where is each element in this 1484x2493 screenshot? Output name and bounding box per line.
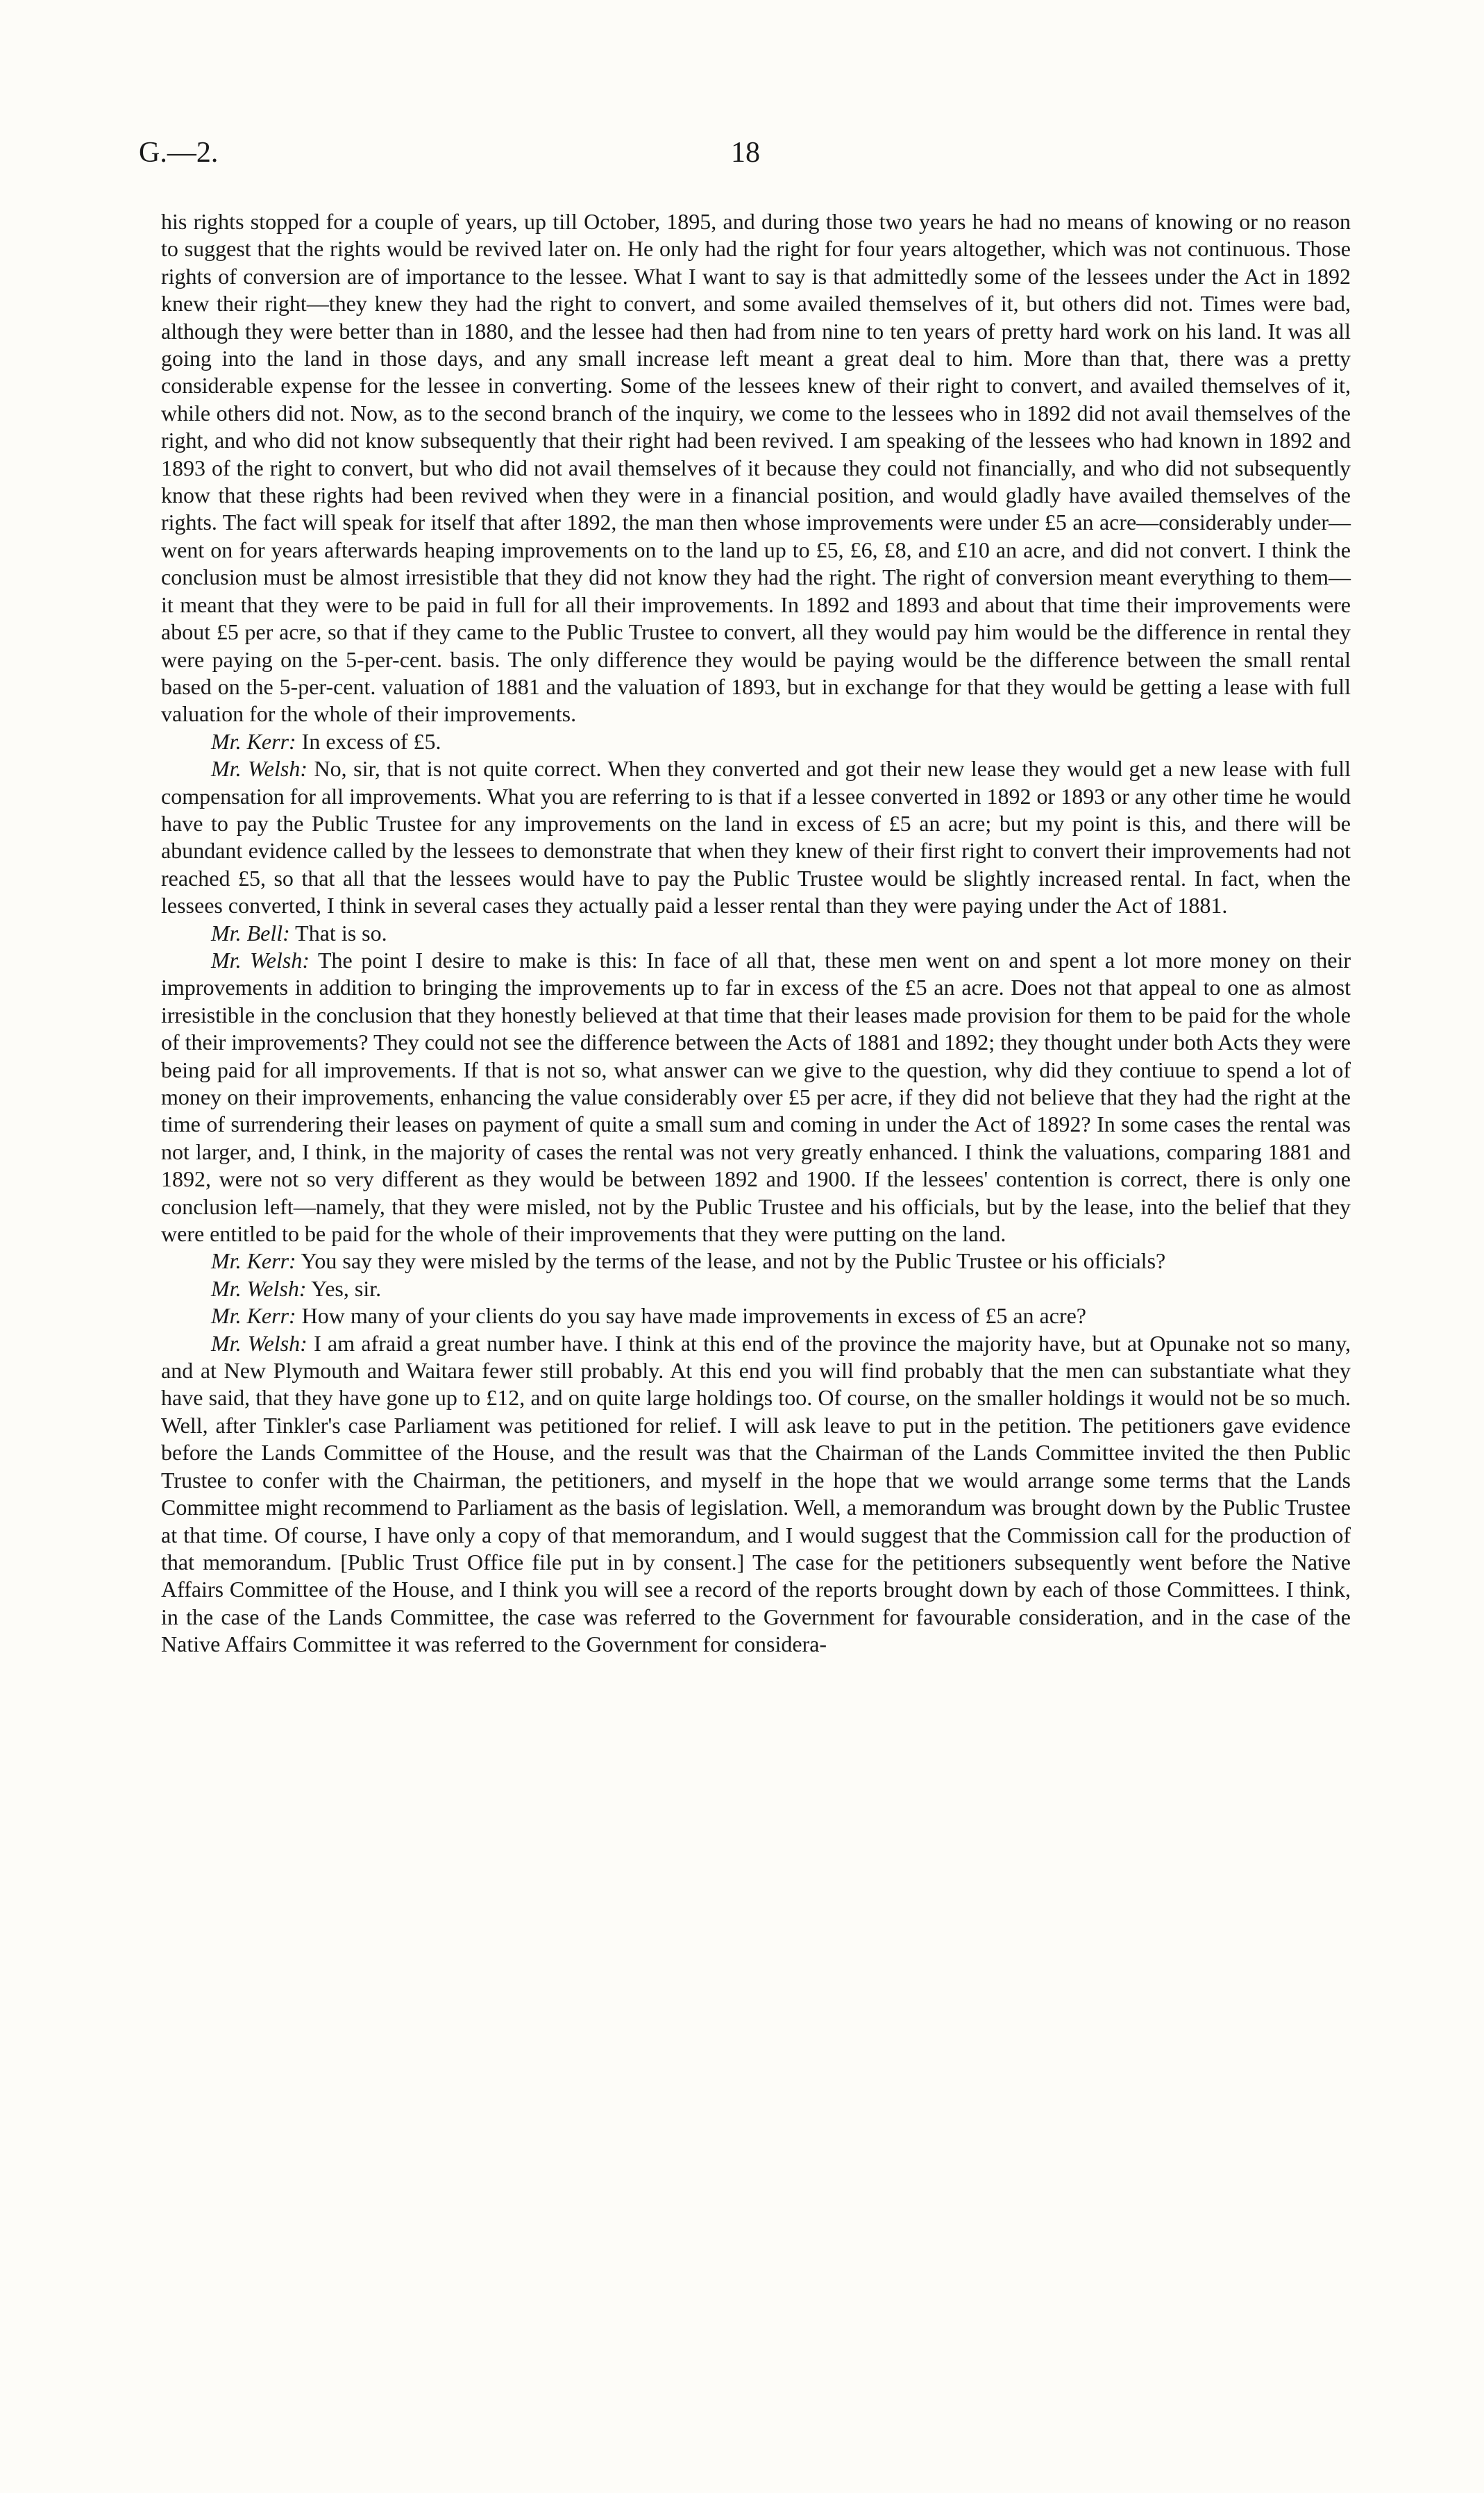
- paragraph: [161, 1275, 1351, 1302]
- paragraph: [161, 1248, 1351, 1275]
- paragraph: [161, 947, 1351, 1248]
- page-number: 18: [731, 137, 760, 169]
- speaker-name: Mr. Welsh:: [211, 947, 310, 973]
- speaker-name: Mr. Welsh:: [211, 1275, 307, 1301]
- page-header: [139, 136, 1352, 185]
- paragraph-text: No, sir, that is not quite correct. When they converted and got their new lease they would get a new lease with full compensation for all improvements. What you are referring to is that if a lessee converted in 1892 or 1893 or any other time he would have to pay the Public Trustee for any improvements on the land in excess of £5 an acre; but my point is this, and there will be abundant evidence called by the lessees to demonstrate that when they knew of their first right to convert their improvements had not reached £5, so that all that the lessees would have to pay the Public Trustee would be slightly increased rental. In fact, when the lessees converted, I think in several cases they actually paid a lesser rental than they were paying under the Act of 1881.: [161, 756, 1351, 918]
- paragraph-text: In excess of £5.: [301, 728, 441, 754]
- paragraph: [161, 755, 1351, 919]
- speaker-name: Mr. Welsh:: [211, 756, 308, 782]
- paragraph-text: Yes, sir.: [311, 1275, 382, 1301]
- speaker-name: Mr. Welsh:: [211, 1330, 307, 1356]
- paragraph: [161, 728, 1351, 755]
- paragraph: [161, 920, 1351, 947]
- paragraph-text: I am afraid a great number have. I think at this end of the province the majority have, but at Opunake not so many, and at New Plymouth and Waitara fewer still probably. At this end you will find probably that the men can substantiate what they have said, that they have gone up to £12, and on quite large holdings too. Of course, on the smaller holdings it would not be so much. Well, after Tinkler's case Parliament was petitioned for relief. I will ask leave to put in the petition. The petitioners gave evidence before the Lands Committee of the House, and the result was that the Chairman of the Lands Committee invited the then Public Trustee to confer with the Chairman, the petitioners, and myself in the hope that we would arrange some terms that the Lands Committee might recommend to Parliament as the basis of legislation. Well, a memorandum was brought down by the Public Trustee at that time. Of course, I have only a copy of that memorandum, and I would suggest that the Commission call for the production of that memorandum. [Public Trust Office file put in by consent.] The case for the petitioners subsequently went before the Native Affairs Committee of the House, and I think you will see a record of the reports brought down by each of those Committees. I think, in the case of the Lands Committee, the case was referred to the Government for favourable consideration, and in the case of the Native Affairs Committee it was referred to the Government for considera-: [161, 1330, 1351, 1657]
- paragraph-text: You say they were misled by the terms of the lease, and not by the Public Trustee or his officials?: [301, 1248, 1166, 1274]
- paragraph: [161, 1302, 1351, 1329]
- speaker-name: Mr. Kerr:: [211, 1248, 296, 1274]
- paragraph: [161, 1330, 1351, 1659]
- paragraph-text: That is so.: [295, 920, 387, 946]
- speaker-name: Mr. Kerr:: [211, 728, 296, 754]
- speaker-name: Mr. Bell:: [211, 920, 290, 946]
- paragraph-text: How many of your clients do you say have made improvements in excess of £5 an acre?: [301, 1303, 1086, 1329]
- paragraph-text: his rights stopped for a couple of years, up till October, 1895, and during those two years he had no means of knowing or no reason to suggest that the rights would be revived later on. He only had the right for four years altogether, which was not continuous. Those rights of conversion are of importance to the lessee. What I want to say is that admittedly some of the lessees under the Act in 1892 knew their right—they knew they had the right to convert, and some availed themselves of it, but others did not. Times were bad, although they were better than in 1880, and the lessee had then had from nine to ten years of pretty hard work on his land. It was all going into the land in those days, and any small increase left meant a great deal to him. More than that, there was a pretty considerable expense for the lessee in converting. Some of the lessees knew of their right to convert, and availed themselves of it, while others did not. Now, as to the second branch of the inquiry, we come to the lessees who in 1892 did not avail themselves of the right, and who did not know subsequently that their right had been revived. I am speaking of the lessees who had known in 1892 and 1893 of the right to convert, but who did not avail themselves of it because they could not financially, and who did not subsequently know that these rights had been revived when they were in a financial position, and would gladly have availed themselves of the rights. The fact will speak for itself that after 1892, the man then whose improvements were under £5 an acre—considerably under—went on for years afterwards heaping improvements on to the land up to £5, £6, £8, and £10 an acre, and did not convert. I think the conclusion must be almost irresistible that they did not know they had the right. The right of conversion meant everything to them—it meant that they were to be paid in full for all their improvements. In 1892 and 1893 and about that time their improvements were about £5 per acre, so that if they came to the Public Trustee to convert, all they would pay him would be the difference in rental they were paying on the 5-per-cent. basis. The only difference they would be paying would be the difference between the small rental based on the 5-per-cent. valuation of 1881 and the valuation of 1893, but in exchange for that they would be getting a lease with full valuation for the whole of their improvements.: [161, 209, 1351, 727]
- paragraph-text: The point I desire to make is this: In face of all that, these men went on and spent a lot more money on their improvements in addition to bringing the improvements up to far in excess of the £5 an acre. Does not that appeal to one as almost irresistible in the conclusion that they honestly believed at that time that their leases made provision for them to be paid for the whole of their improvements? They could not see the difference between the Acts of 1881 and 1892; they thought under both Acts they were being paid for all improvements. If that is not so, what answer can we give to the question, why did they contiuue to spend a lot of money on their improvements, enhancing the value considerably over £5 per acre, if they did not believe that they had the right at the time of surrendering their leases on payment of quite a small sum and coming in under the Act of 1892? In some cases the rental was not larger, and, I think, in the majority of cases the rental was not very greatly enhanced. I think the valuations, comparing 1881 and 1892, were not so very different as they would be between 1892 and 1900. If the lessees' contention is correct, there is only one conclusion left—namely, that they were misled, not by the Public Trustee and his officials, but by the lease, into the belief that they were entitled to be paid for the whole of their improvements that they were putting on the land.: [161, 947, 1351, 1247]
- document-body: [161, 208, 1351, 1659]
- paragraph: [161, 208, 1351, 728]
- speaker-name: Mr. Kerr:: [211, 1303, 296, 1329]
- parliamentary-paper-ref: G.—2.: [139, 137, 219, 169]
